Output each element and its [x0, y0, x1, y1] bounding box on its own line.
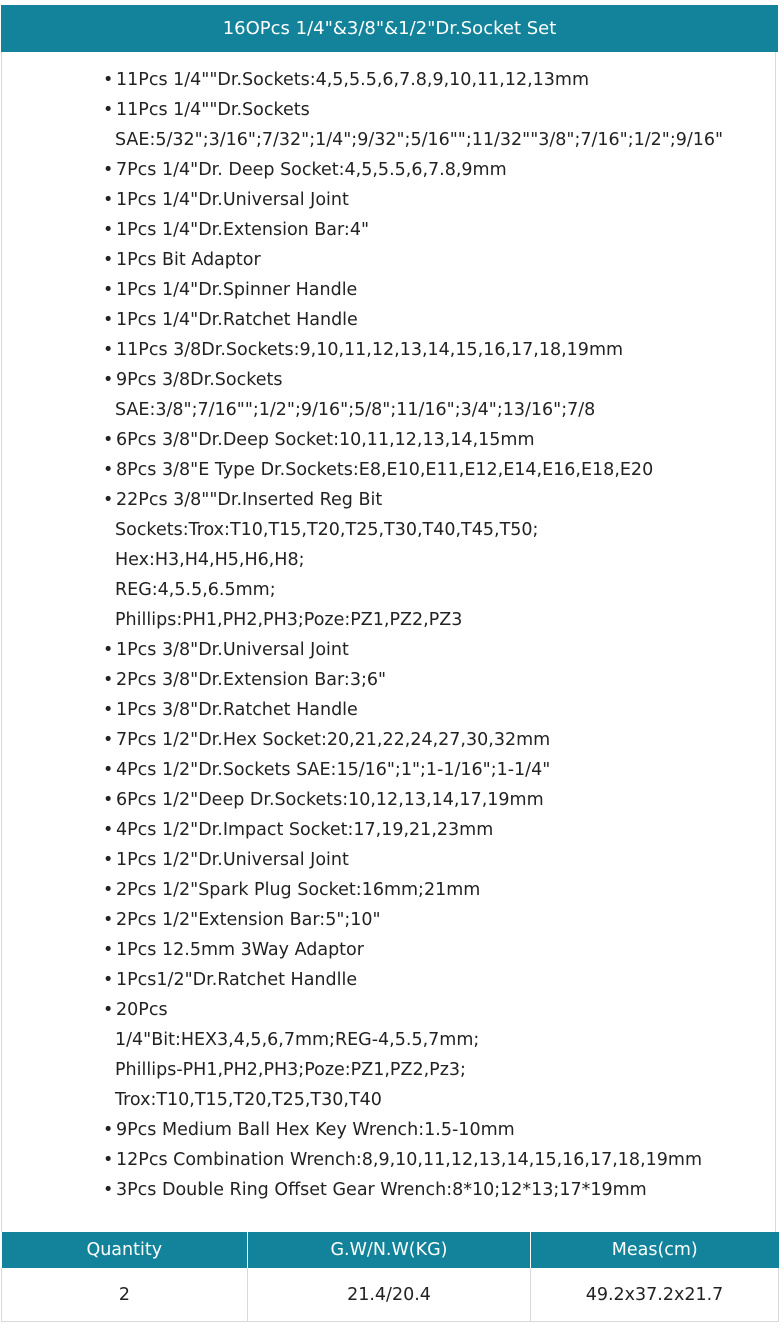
list-item: [103, 335, 723, 365]
list-item: [103, 455, 723, 485]
list-item: [103, 785, 723, 815]
list-item: [103, 485, 723, 635]
list-item-text: 1Pcs 1/4"Dr.Spinner Handle: [116, 280, 358, 300]
list-item-text: 1Pcs 3/8"Dr.Universal Joint: [116, 640, 349, 660]
table-header-row: [2, 1232, 779, 1268]
list-item-text: 3Pcs Double Ring Offset Gear Wrench:8*10;12*13;17*19mm: [116, 1180, 647, 1200]
list-item-text: 1Pcs 1/4"Dr.Ratchet Handle: [116, 310, 358, 330]
header-measurement: Meas(cm): [531, 1232, 779, 1268]
header-quantity: Quantity: [2, 1232, 248, 1268]
bullet-icon: •: [103, 190, 114, 210]
bullet-icon: •: [103, 1120, 114, 1140]
list-item-text: 1Pcs 1/2"Dr.Universal Joint: [116, 850, 349, 870]
list-item-text: 12Pcs Combination Wrench:8,9,10,11,12,13,14,15,16,17,18,19mm: [116, 1150, 702, 1170]
cell-weight: 21.4/20.4: [248, 1268, 531, 1322]
cell-quantity: 2: [2, 1268, 248, 1322]
list-item-continuation: Phillips-PH1,PH2,PH3;Poze:PZ1,PZ2,Pz3;: [115, 1060, 466, 1080]
list-item: [103, 275, 723, 305]
bullet-icon: •: [103, 370, 114, 390]
bullet-icon: •: [103, 310, 114, 330]
list-item-text: 1Pcs 1/4"Dr.Universal Joint: [116, 190, 349, 210]
list-item: [103, 905, 723, 935]
list-item-text: 20Pcs: [116, 1000, 168, 1020]
list-item-text: 8Pcs 3/8"E Type Dr.Sockets:E8,E10,E11,E12,E14,E16,E18,E20: [116, 460, 654, 480]
list-item-text: 22Pcs 3/8""Dr.Inserted Reg Bit: [116, 490, 383, 510]
bullet-icon: •: [103, 670, 114, 690]
list-item: [103, 815, 723, 845]
bullet-icon: •: [103, 340, 114, 360]
bullet-icon: •: [103, 1000, 114, 1020]
cell-measurement: 49.2x37.2x21.7: [531, 1268, 779, 1322]
bullet-icon: •: [103, 430, 114, 450]
list-item-continuation: Phillips:PH1,PH2,PH3;Poze:PZ1,PZ2,PZ3: [115, 610, 463, 630]
header-weight: G.W/N.W(KG): [248, 1232, 531, 1268]
list-item-text: 9Pcs Medium Ball Hex Key Wrench:1.5-10mm: [116, 1120, 515, 1140]
list-item-text: 11Pcs 1/4""Dr.Sockets:4,5,5.5,6,7.8,9,10,11,12,13mm: [116, 70, 590, 90]
list-item: [103, 1145, 723, 1175]
list-item-text: 1Pcs 1/4"Dr.Extension Bar:4": [116, 220, 369, 240]
list-item: [103, 635, 723, 665]
bullet-icon: •: [103, 820, 114, 840]
bullet-icon: •: [103, 760, 114, 780]
page-title: 16OPcs 1/4"&3/8"&1/2"Dr.Socket Set: [1, 5, 778, 52]
bullet-icon: •: [103, 280, 114, 300]
bullet-icon: •: [103, 250, 114, 270]
bullet-icon: •: [103, 640, 114, 660]
list-item-continuation: SAE:5/32";3/16";7/32";1/4";9/32";5/16"";11/32""3/8";7/16";1/2";9/16": [115, 130, 724, 150]
list-item: [103, 725, 723, 755]
bullet-icon: •: [103, 1180, 114, 1200]
bullet-icon: •: [103, 100, 114, 120]
bullet-icon: •: [103, 490, 114, 510]
list-item: [103, 995, 723, 1115]
list-item: [103, 845, 723, 875]
list-item: [103, 875, 723, 905]
item-list-panel: [1, 52, 776, 1232]
bullet-icon: •: [103, 700, 114, 720]
list-item: [103, 1175, 723, 1205]
list-item: [103, 245, 723, 275]
list-item: [103, 935, 723, 965]
list-item-text: 6Pcs 3/8"Dr.Deep Socket:10,11,12,13,14,15mm: [116, 430, 535, 450]
bullet-icon: •: [103, 730, 114, 750]
list-item-text: 1Pcs 3/8"Dr.Ratchet Handle: [116, 700, 358, 720]
bullet-icon: •: [103, 790, 114, 810]
list-item: [103, 1115, 723, 1145]
list-item-text: 2Pcs 1/2"Spark Plug Socket:16mm;21mm: [116, 880, 481, 900]
list-item-text: 2Pcs 1/2"Extension Bar:5";10": [116, 910, 381, 930]
bullet-icon: •: [103, 970, 114, 990]
list-item-continuation: Trox:T10,T15,T20,T25,T30,T40: [115, 1090, 382, 1110]
list-item: [103, 665, 723, 695]
bullet-icon: •: [103, 70, 114, 90]
list-item-continuation: Hex:H3,H4,H5,H6,H8;: [115, 550, 305, 570]
bullet-icon: •: [103, 850, 114, 870]
bullet-icon: •: [103, 460, 114, 480]
list-item: [103, 185, 723, 215]
list-item-text: 11Pcs 1/4""Dr.Sockets: [116, 100, 310, 120]
list-item: [103, 695, 723, 725]
bullet-icon: •: [103, 880, 114, 900]
item-list: [103, 65, 723, 1205]
list-item-text: 4Pcs 1/2"Dr.Sockets SAE:15/16";1";1-1/16";1-1/4": [116, 760, 551, 780]
spec-table: [1, 1232, 779, 1322]
list-item: [103, 215, 723, 245]
list-item: [103, 425, 723, 455]
list-item: [103, 755, 723, 785]
list-item-text: 6Pcs 1/2"Deep Dr.Sockets:10,12,13,14,17,19mm: [116, 790, 544, 810]
list-item: [103, 155, 723, 185]
list-item-text: 2Pcs 3/8"Dr.Extension Bar:3;6": [116, 670, 387, 690]
list-item: [103, 65, 723, 95]
list-item-text: 4Pcs 1/2"Dr.Impact Socket:17,19,21,23mm: [116, 820, 494, 840]
list-item-text: 1Pcs 12.5mm 3Way Adaptor: [116, 940, 364, 960]
bullet-icon: •: [103, 940, 114, 960]
list-item-text: 1Pcs1/2"Dr.Ratchet Handlle: [116, 970, 358, 990]
list-item-continuation: Sockets:Trox:T10,T15,T20,T25,T30,T40,T45,T50;: [115, 520, 539, 540]
list-item-continuation: SAE:3/8";7/16"";1/2";9/16";5/8";11/16";3/4";13/16";7/8: [115, 400, 596, 420]
list-item: [103, 95, 723, 155]
list-item-text: 7Pcs 1/4"Dr. Deep Socket:4,5,5.5,6,7.8,9mm: [116, 160, 507, 180]
list-item-text: 1Pcs Bit Adaptor: [116, 250, 261, 270]
list-item-continuation: 1/4"Bit:HEX3,4,5,6,7mm;REG-4,5.5,7mm;: [115, 1030, 480, 1050]
list-item-continuation: REG:4,5.5,6.5mm;: [115, 580, 276, 600]
bullet-icon: •: [103, 1150, 114, 1170]
bullet-icon: •: [103, 160, 114, 180]
bullet-icon: •: [103, 220, 114, 240]
list-item-text: 9Pcs 3/8Dr.Sockets: [116, 370, 283, 390]
list-item-text: 11Pcs 3/8Dr.Sockets:9,10,11,12,13,14,15,16,17,18,19mm: [116, 340, 624, 360]
list-item: [103, 965, 723, 995]
table-row: [2, 1268, 779, 1322]
bullet-icon: •: [103, 910, 114, 930]
list-item: [103, 305, 723, 335]
list-item: [103, 365, 723, 425]
list-item-text: 7Pcs 1/2"Dr.Hex Socket:20,21,22,24,27,30,32mm: [116, 730, 551, 750]
